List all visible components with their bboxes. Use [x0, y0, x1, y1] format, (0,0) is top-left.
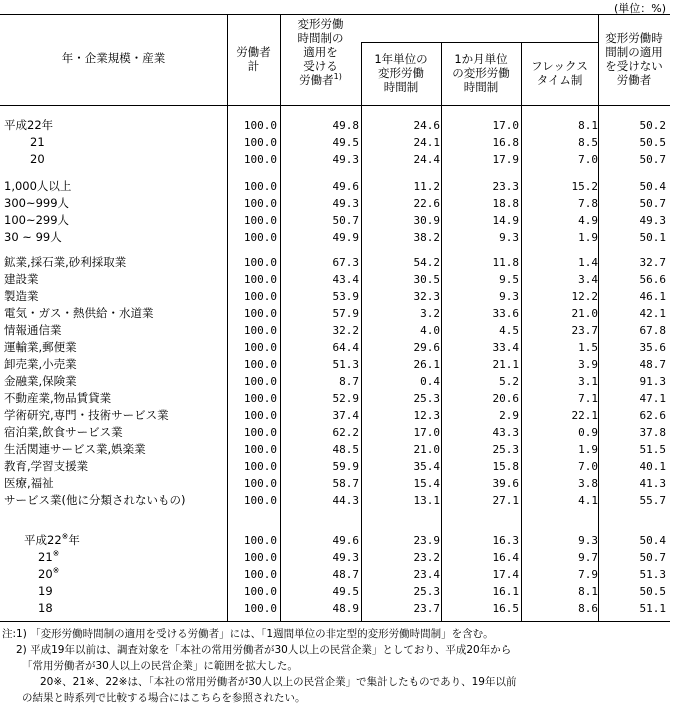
- value-cell: 100.0: [243, 307, 277, 320]
- value-cell: 49.3: [332, 153, 359, 166]
- value-cell: 8.1: [578, 585, 598, 598]
- value-cell: 49.5: [332, 585, 359, 598]
- value-cell: 100.0: [243, 273, 277, 286]
- value-cell: 12.2: [571, 290, 598, 303]
- value-cell: 22.6: [413, 197, 440, 210]
- value-cell: 49.8: [332, 119, 359, 132]
- value-cell: 100.0: [243, 136, 277, 149]
- row-label: 300~999人: [4, 196, 70, 210]
- value-cell: 5.2: [499, 375, 519, 388]
- value-cell: 8.1: [578, 119, 598, 132]
- value-cell: 17.0: [492, 119, 519, 132]
- value-cell: 100.0: [243, 153, 277, 166]
- table-row: [0, 492, 670, 509]
- value-cell: 49.3: [639, 214, 666, 227]
- value-cell: 15.8: [492, 460, 519, 473]
- value-cell: 21.0: [413, 443, 440, 456]
- table-row: [0, 305, 670, 322]
- table-row: [0, 151, 670, 168]
- value-cell: 1.5: [578, 341, 598, 354]
- value-cell: 49.3: [332, 197, 359, 210]
- value-cell: 23.7: [571, 324, 598, 337]
- value-cell: 50.7: [639, 153, 666, 166]
- value-cell: 30.9: [413, 214, 440, 227]
- value-cell: 0.9: [578, 426, 598, 439]
- value-cell: 3.4: [578, 273, 598, 286]
- table-row: [0, 475, 670, 492]
- table-row: [0, 583, 670, 600]
- value-cell: 100.0: [243, 409, 277, 422]
- value-cell: 7.1: [578, 392, 598, 405]
- value-cell: 11.8: [492, 256, 519, 269]
- value-cell: 100.0: [243, 358, 277, 371]
- value-cell: 40.1: [639, 460, 666, 473]
- value-cell: 41.3: [639, 477, 666, 490]
- row-label: サービス業(他に分類されないもの): [4, 493, 186, 507]
- value-cell: 21.0: [571, 307, 598, 320]
- value-cell: 1.9: [578, 231, 598, 244]
- footnote-1: 注:1) 「変形労働時間制の適用を受ける労働者」には、「1週間単位の非定型的変形労働時間制」を含む。: [2, 628, 494, 640]
- table-row: [0, 532, 670, 549]
- row-label: 製造業: [4, 289, 39, 303]
- value-cell: 50.2: [639, 119, 666, 132]
- value-cell: 11.2: [413, 180, 440, 193]
- value-cell: 62.2: [332, 426, 359, 439]
- value-cell: 25.3: [492, 443, 519, 456]
- header-row-label: 年・企業規模・産業: [61, 51, 166, 65]
- row-label: 18: [38, 601, 53, 615]
- value-cell: 42.1: [639, 307, 666, 320]
- value-cell: 62.6: [639, 409, 666, 422]
- value-cell: 51.3: [639, 568, 666, 581]
- header-rule: [0, 105, 670, 106]
- table-row: [0, 271, 670, 288]
- value-cell: 50.4: [639, 534, 666, 547]
- footnote-3-cont: の結果と時系列で比較する場合にはこちらを参照されたい。: [22, 692, 306, 704]
- value-cell: 55.7: [639, 494, 666, 507]
- value-cell: 51.1: [639, 602, 666, 615]
- value-cell: 53.9: [332, 290, 359, 303]
- row-label: 30 ~ 99人: [4, 230, 62, 244]
- value-cell: 100.0: [243, 180, 277, 193]
- value-cell: 49.3: [332, 551, 359, 564]
- value-cell: 35.4: [413, 460, 440, 473]
- value-cell: 20.6: [492, 392, 519, 405]
- value-cell: 48.7: [332, 568, 359, 581]
- row-label: 19: [38, 584, 53, 598]
- table-row: [0, 549, 670, 566]
- value-cell: 100.0: [243, 392, 277, 405]
- value-cell: 16.5: [492, 602, 519, 615]
- value-cell: 56.6: [639, 273, 666, 286]
- value-cell: 100.0: [243, 290, 277, 303]
- value-cell: 48.5: [332, 443, 359, 456]
- value-cell: 16.3: [492, 534, 519, 547]
- table-row: [0, 322, 670, 339]
- value-cell: 100.0: [243, 214, 277, 227]
- value-cell: 29.6: [413, 341, 440, 354]
- value-cell: 50.5: [639, 585, 666, 598]
- value-cell: 52.9: [332, 392, 359, 405]
- value-cell: 100.0: [243, 494, 277, 507]
- value-cell: 49.6: [332, 534, 359, 547]
- value-cell: 3.1: [578, 375, 598, 388]
- value-cell: 33.4: [492, 341, 519, 354]
- value-cell: 3.9: [578, 358, 598, 371]
- table-row: [0, 117, 670, 134]
- row-label: 運輸業,郵便業: [4, 340, 77, 354]
- value-cell: 16.4: [492, 551, 519, 564]
- value-cell: 48.7: [639, 358, 666, 371]
- value-cell: 4.5: [499, 324, 519, 337]
- value-cell: 50.4: [639, 180, 666, 193]
- value-cell: 100.0: [243, 426, 277, 439]
- value-cell: 58.7: [332, 477, 359, 490]
- row-label: 100~299人: [4, 213, 70, 227]
- value-cell: 24.6: [413, 119, 440, 132]
- value-cell: 50.5: [639, 136, 666, 149]
- row-label: 電気・ガス・熱供給・水道業: [4, 306, 154, 320]
- mark-symbol: ※: [52, 549, 60, 559]
- value-cell: 16.8: [492, 136, 519, 149]
- header-applied: 変形労働 時間制の 適用を 受ける 労働者$^{1)}$: [297, 17, 344, 87]
- header-rule: [361, 42, 598, 43]
- table-row: [0, 229, 670, 246]
- value-cell: 17.0: [413, 426, 440, 439]
- row-label: 医療,福祉: [4, 476, 54, 490]
- value-cell: 13.1: [413, 494, 440, 507]
- value-cell: 1.9: [578, 443, 598, 456]
- value-cell: 49.9: [332, 231, 359, 244]
- row-label: 20※: [38, 566, 60, 581]
- value-cell: 17.9: [492, 153, 519, 166]
- value-cell: 14.9: [492, 214, 519, 227]
- value-cell: 49.5: [332, 136, 359, 149]
- value-cell: 23.9: [413, 534, 440, 547]
- footnote-3: 20※、21※、22※は、「本社の常用労働者が30人以上の民営企業」で集計したものであり、19年以前: [40, 676, 517, 688]
- header-yearly: 1年単位の 変形労働 時間制: [374, 52, 428, 94]
- row-label: 不動産業,物品賃貸業: [4, 391, 112, 405]
- value-cell: 15.4: [413, 477, 440, 490]
- value-cell: 100.0: [243, 534, 277, 547]
- row-label: 卸売業,小売業: [4, 357, 77, 371]
- value-cell: 24.1: [413, 136, 440, 149]
- value-cell: 9.5: [499, 273, 519, 286]
- value-cell: 51.3: [332, 358, 359, 371]
- value-cell: 23.4: [413, 568, 440, 581]
- value-cell: 38.2: [413, 231, 440, 244]
- value-cell: 25.3: [413, 585, 440, 598]
- value-cell: 32.7: [639, 256, 666, 269]
- value-cell: 37.4: [332, 409, 359, 422]
- table-row: [0, 339, 670, 356]
- row-label: 平成22年: [4, 118, 54, 132]
- mark-symbol: ※: [52, 566, 60, 576]
- header-not-applied: 変形労働時 間制の適用 を受けない 労働者: [605, 31, 663, 87]
- unit-label: (単位：%): [613, 2, 666, 15]
- row-label: 20: [30, 152, 45, 166]
- value-cell: 44.3: [332, 494, 359, 507]
- value-cell: 50.7: [639, 551, 666, 564]
- value-cell: 67.8: [639, 324, 666, 337]
- row-label: 学術研究,専門・技術サービス業: [4, 408, 169, 422]
- row-label: 宿泊業,飲食サービス業: [4, 425, 123, 439]
- value-cell: 50.7: [639, 197, 666, 210]
- header-flex: フレックス タイム制: [531, 59, 588, 87]
- value-cell: 32.2: [332, 324, 359, 337]
- value-cell: 50.1: [639, 231, 666, 244]
- table-row: [0, 441, 670, 458]
- value-cell: 49.6: [332, 180, 359, 193]
- value-cell: 100.0: [243, 551, 277, 564]
- value-cell: 8.7: [339, 375, 359, 388]
- table-row: [0, 407, 670, 424]
- value-cell: 4.9: [578, 214, 598, 227]
- value-cell: 23.7: [413, 602, 440, 615]
- value-cell: 67.3: [332, 256, 359, 269]
- value-cell: 9.3: [499, 290, 519, 303]
- value-cell: 27.1: [492, 494, 519, 507]
- value-cell: 18.8: [492, 197, 519, 210]
- value-cell: 22.1: [571, 409, 598, 422]
- table-row: [0, 178, 670, 195]
- footnotes: [2, 626, 516, 706]
- table-row: [0, 566, 670, 583]
- row-label: 21: [30, 135, 45, 149]
- value-cell: 100.0: [243, 197, 277, 210]
- row-label: 建設業: [4, 272, 39, 286]
- table-row: [0, 254, 670, 271]
- value-cell: 15.2: [571, 180, 598, 193]
- value-cell: 48.9: [332, 602, 359, 615]
- value-cell: 7.9: [578, 568, 598, 581]
- value-cell: 30.5: [413, 273, 440, 286]
- value-cell: 100.0: [243, 256, 277, 269]
- value-cell: 2.9: [499, 409, 519, 422]
- value-cell: 12.3: [413, 409, 440, 422]
- value-cell: 54.2: [413, 256, 440, 269]
- value-cell: 57.9: [332, 307, 359, 320]
- value-cell: 91.3: [639, 375, 666, 388]
- table-row: [0, 424, 670, 441]
- value-cell: 43.3: [492, 426, 519, 439]
- header-monthly: 1か月単位 の変形労働 時間制: [452, 52, 510, 94]
- value-cell: 17.4: [492, 568, 519, 581]
- value-cell: 64.4: [332, 341, 359, 354]
- footnote-2: 2) 平成19年以前は、調査対象を「本社の常用労働者が30人以上の民営企業」としており、平成20年から: [16, 644, 512, 656]
- row-label: 1,000人以上: [4, 179, 72, 193]
- value-cell: 8.6: [578, 602, 598, 615]
- value-cell: 100.0: [243, 375, 277, 388]
- value-cell: 0.4: [420, 375, 440, 388]
- value-cell: 51.5: [639, 443, 666, 456]
- value-cell: 7.0: [578, 460, 598, 473]
- row-label: 金融業,保険業: [4, 374, 77, 388]
- value-cell: 43.4: [332, 273, 359, 286]
- value-cell: 7.0: [578, 153, 598, 166]
- value-cell: 23.3: [492, 180, 519, 193]
- value-cell: 100.0: [243, 477, 277, 490]
- footnote-marker: 1): [333, 72, 342, 82]
- value-cell: 100.0: [243, 341, 277, 354]
- value-cell: 26.1: [413, 358, 440, 371]
- row-label: 教育,学習支援業: [4, 459, 89, 473]
- table-row: [0, 600, 670, 617]
- value-cell: 33.6: [492, 307, 519, 320]
- footnote-2-cont: 「常用労働者が30人以上の民営企業」に範囲を拡大した。: [22, 660, 298, 672]
- value-cell: 100.0: [243, 602, 277, 615]
- table-row: [0, 390, 670, 407]
- row-label: 21※: [38, 549, 60, 564]
- value-cell: 50.7: [332, 214, 359, 227]
- mark-symbol: ※: [61, 532, 69, 542]
- statistics-table: [0, 14, 670, 622]
- value-cell: 9.7: [578, 551, 598, 564]
- table-row: [0, 288, 670, 305]
- row-label: 平成22※年: [24, 532, 80, 547]
- value-cell: 9.3: [578, 534, 598, 547]
- value-cell: 7.8: [578, 197, 598, 210]
- value-cell: 46.1: [639, 290, 666, 303]
- value-cell: 8.5: [578, 136, 598, 149]
- table-row: [0, 212, 670, 229]
- header-workers-total: 労働者 計: [236, 45, 271, 73]
- value-cell: 100.0: [243, 585, 277, 598]
- value-cell: 16.1: [492, 585, 519, 598]
- value-cell: 100.0: [243, 460, 277, 473]
- table-row: [0, 134, 670, 151]
- value-cell: 4.0: [420, 324, 440, 337]
- value-cell: 100.0: [243, 119, 277, 132]
- table-row: [0, 373, 670, 390]
- value-cell: 59.9: [332, 460, 359, 473]
- value-cell: 24.4: [413, 153, 440, 166]
- value-cell: 23.2: [413, 551, 440, 564]
- value-cell: 39.6: [492, 477, 519, 490]
- value-cell: 100.0: [243, 231, 277, 244]
- value-cell: 4.1: [578, 494, 598, 507]
- value-cell: 9.3: [499, 231, 519, 244]
- value-cell: 35.6: [639, 341, 666, 354]
- table-row: [0, 195, 670, 212]
- value-cell: 3.2: [420, 307, 440, 320]
- row-label: 生活関連サービス業,娯楽業: [4, 442, 146, 456]
- value-cell: 25.3: [413, 392, 440, 405]
- value-cell: 3.8: [578, 477, 598, 490]
- value-cell: 37.8: [639, 426, 666, 439]
- row-label: 情報通信業: [4, 323, 62, 337]
- value-cell: 47.1: [639, 392, 666, 405]
- value-cell: 21.1: [492, 358, 519, 371]
- value-cell: 100.0: [243, 324, 277, 337]
- value-cell: 1.4: [578, 256, 598, 269]
- row-label: 鉱業,採石業,砂利採取業: [4, 255, 127, 269]
- value-cell: 100.0: [243, 443, 277, 456]
- value-cell: 100.0: [243, 568, 277, 581]
- table-row: [0, 458, 670, 475]
- table-row: [0, 356, 670, 373]
- value-cell: 32.3: [413, 290, 440, 303]
